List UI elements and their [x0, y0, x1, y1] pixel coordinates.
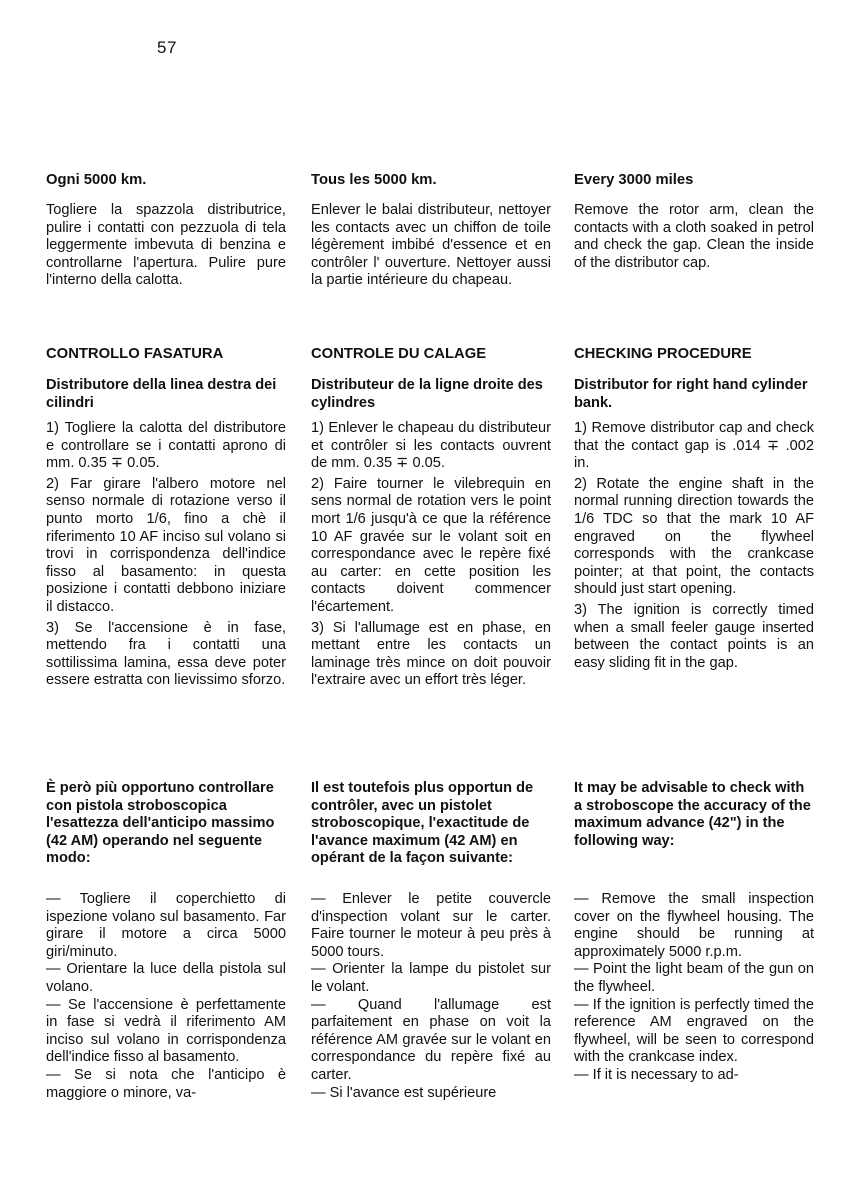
italian-step-1: 1) Togliere la calotta del distributore e controllare se i contatti aprono di mm. 0.35 ∓ 0.05.	[46, 420, 286, 472]
french-strobe-steps	[311, 891, 551, 1102]
italian-subheading: Distributore della linea destra dei cilindri	[46, 377, 277, 411]
english-step-3: 3) The ignition is correctly timed when a small feeler gauge inserted between the contact points is an easy sliding fit in the gap.	[574, 601, 814, 671]
english-section-heading: CHECKING PROCEDURE	[574, 346, 752, 362]
french-interval-text	[311, 202, 551, 293]
italian-interval-text	[46, 202, 286, 293]
italian-interval-heading: Ogni 5000 km.	[46, 172, 147, 188]
english-interval-paragraph: Remove the rotor arm, clean the contacts with a cloth soaked in petrol and check the gap. Clean the inside of the distributor cap.	[574, 202, 814, 271]
french-step-2: 2) Faire tourner le vilebrequin en sens normal de rotation vers le point mort 1/6 jusqu'à ce que la référence 10 AF gravée sur le volant soit en correspondance avec le repère fixé au carter: en cette position les contacts doivent commencer l'écartement.	[311, 475, 551, 615]
italian-step-3: 3) Se l'accensione è in fase, mettendo fra i contatti una sottilissima lamina, essa deve poter essere estratta con lievissimo sforzo.	[46, 619, 286, 689]
french-strobe-step-3: — Quand l'allumage est parfaitement en phase on voit la référence AM gravée sur le volant en correspondance du repère fixé au carter.	[311, 996, 551, 1083]
french-step-1: 1) Enlever le chapeau du distributeur et contrôler si les contacts ouvrent de mm. 0.35 ∓ 0.05.	[311, 420, 551, 472]
english-strobe-step-2: — Point the light beam of the gun on the flywheel.	[574, 961, 814, 995]
english-step-2: 2) Rotate the engine shaft in the normal running direction towards the 1/6 TDC so that the mark 10 AF engraved on the flywheel corresponds with the crankcase pointer; at that point, the contacts should just start opening.	[574, 475, 814, 598]
italian-strobe-step-4: — Se si nota che l'anticipo è maggiore o minore, va-	[46, 1066, 286, 1101]
english-strobe-steps	[574, 891, 814, 1085]
french-interval-paragraph: Enlever le balai distributeur, nettoyer les contacts avec un chiffon de toile légèrement imbibé d'essence et en contrôler l' ouverture. Nettoyer aussi la partie intérieure du chapeau.	[311, 202, 551, 289]
english-strobe-step-4: — If it is necessary to ad-	[574, 1066, 739, 1083]
italian-strobe-step-1: — Togliere il coperchietto di ispezione volano sul basamento. Far girare il motore a circa 5000 giri/minuto.	[46, 891, 286, 960]
italian-step-2: 2) Far girare l'albero motore nel senso normale di rotazione verso il punto morto 1/6, fino a chè il riferimento 10 AF inciso sul volano si trovi in corrispondenza dell'indice fisso al basamento: in questa posizione i contatti debbono iniziare il distacco.	[46, 475, 286, 615]
english-strobe-step-1: — Remove the small inspection cover on the flywheel housing. The engine should be running at approximately 5000 r.p.m.	[574, 891, 814, 960]
english-steps	[574, 420, 814, 675]
french-strobe-intro: Il est toutefois plus opportun de contrôler, avec un pistolet stroboscopique, l'exactitude de l'avance maximum (42 AM) en opérant de la façon suivante:	[311, 780, 534, 867]
italian-strobe-step-3: — Se l'accensione è perfettamente in fase si vedrà il riferimento AM inciso sul volano in corrispondenza dell'indice fisso al basamento.	[46, 996, 286, 1066]
page-number: 57	[157, 38, 177, 57]
italian-interval-paragraph: Togliere la spazzola distributrice, pulire i contatti con pezzuola di tela leggermente imbevuta di benzina e controllarne l'apertura. Pulire pure l'interno della calotta.	[46, 202, 286, 289]
italian-strobe-steps	[46, 891, 286, 1102]
french-interval-heading: Tous les 5000 km.	[311, 172, 437, 188]
italian-steps	[46, 420, 286, 693]
french-strobe-step-1: — Enlever le petite couvercle d'inspection volant sur le carter. Faire tourner le moteur à peu près à 5000 tours.	[311, 891, 551, 960]
french-strobe-step-2: — Orienter la lampe du pistolet sur le volant.	[311, 961, 551, 995]
french-subheading: Distributeur de la ligne droite des cylindres	[311, 377, 543, 411]
english-strobe-step-3: — If the ignition is perfectly timed the reference AM engraved on the flywheel, will be seen to correspond with the crankcase index.	[574, 996, 814, 1066]
italian-strobe-step-2: — Orientare la luce della pistola sul volano.	[46, 961, 286, 995]
italian-section-heading: CONTROLLO FASATURA	[46, 346, 224, 362]
french-steps	[311, 420, 551, 693]
english-step-1: 1) Remove distributor cap and check that the contact gap is .014 ∓ .002 in.	[574, 420, 814, 472]
italian-strobe-intro: È però più opportuno controllare con pistola stroboscopica l'esattezza dell'anticipo massimo (42 AM) operando nel seguente modo:	[46, 780, 275, 867]
french-strobe-step-4: — Si l'avance est supérieure	[311, 1084, 497, 1101]
english-interval-text	[574, 202, 814, 275]
english-interval-heading: Every 3000 miles	[574, 172, 694, 188]
french-step-3: 3) Si l'allumage est en phase, en mettant entre les contacts un laminage très mince on doit pouvoir l'extraire avec un effort très léger.	[311, 619, 551, 689]
english-strobe-intro: It may be advisable to check with a stroboscope the accuracy of the maximum advance (42") in the following way:	[574, 780, 811, 849]
french-section-heading: CONTROLE DU CALAGE	[311, 346, 487, 362]
english-subheading: Distributor for right hand cylinder bank.	[574, 377, 808, 411]
